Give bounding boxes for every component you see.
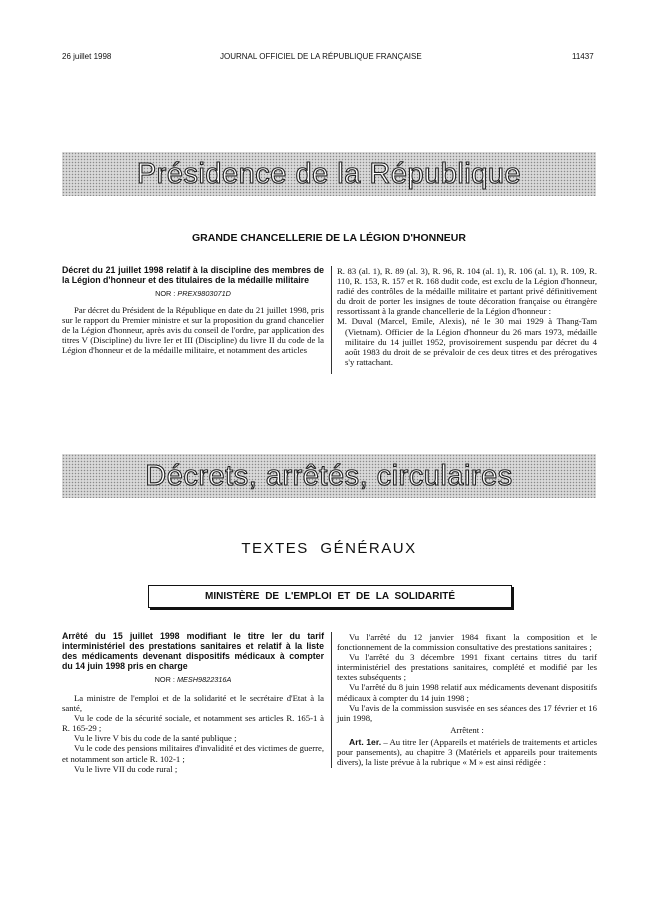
nor-label: NOR : [155,289,176,298]
nor-reference [62,675,324,684]
arrete-left-column [62,631,324,774]
decree-paragraph: Par décret du Président de la République en date du 21 juillet 1998, pris sur le rapport du Premier ministre et sur la proposition du grand chancelier de la Légion d'honneur, après avis du conseil de l'ordre, par application des titres V (Discipline) du livre Ier et III (Discipline) du livre II du code de la Légion d'honneur et de la médaille militaire, et notamment des articles [62,305,324,356]
visa-paragraph: Vu le code de la sécurité sociale, et notamment ses articles R. 165-1 à R. 165-29 ; [62,713,324,734]
decree-paragraph-continued: R. 83 (al. 1), R. 89 (al. 3), R. 96, R. 104 (al. 1), R. 106 (al. 1), R. 109, R. 110, R. 153, R. 157 et R. 168 dudit code, est exclu de la Légion d'honneur, radié des contrôles de la médaille militaire et partant privé définitivement du droit de porter les insignes de toute décoration française ou étrangère ressortissant à la grande chancellerie de la Légion d'honneur : [337,266,597,317]
section-banner-decrets [62,454,596,498]
arrete-right-column [337,632,597,767]
visa-paragraph: Vu le code des pensions militaires d'invalidité et des victimes de guerre, et notamment son article R. 102-1 ; [62,743,325,764]
visa-paragraph: Vu le livre VII du code rural ; [74,763,178,774]
article-1 [337,737,597,767]
decree-title: Décret du 21 juillet 1998 relatif à la discipline des membres de la Légion d'honneur et des titulaires de la médaille militaire [62,265,324,285]
visa-paragraph: Vu l'arrêté du 3 décembre 1991 fixant certains titres du tarif interministériel des prestations sanitaires, complété et modifié par les textes subséquents ; [337,652,597,683]
nor-value: MESH9822316A [176,675,232,684]
header-date: 26 juillet 1998 [62,52,112,61]
nor-value: PREX9803071D [177,289,231,298]
visa-paragraph: Vu l'avis de la commission susvisée en ses séances des 17 février et 16 juin 1998, [337,702,597,723]
nor-label: NOR : [154,675,175,684]
article-text: – Au titre Ier (Appareils et matériels de traitements et articles pour pansements), au chapitre 3 (Matériels et appareils pour traitements divers), la liste prévue à la rubrique « M » est ainsi rédigée : [337,736,597,768]
decree-left-column [62,265,324,355]
visa-paragraph: La ministre de l'emploi et de la solidarité et le secrétaire d'Etat à la santé, [62,693,324,714]
decree-body-left [62,305,324,355]
subtitle-textes-generaux: TEXTES GÉNÉRAUX [241,540,417,557]
header-page-number: 11437 [572,52,594,61]
section-banner-presidence [62,152,596,196]
decree-right-column [337,266,597,367]
visa-paragraph: Vu l'arrêté du 8 juin 1998 relatif aux médicaments devenant dispositifs médicaux à compter du 14 juin 1998 ; [337,682,597,703]
authority-heading: GRANDE CHANCELLERIE DE LA LÉGION D'HONNEUR [192,232,466,244]
header-journal-title: JOURNAL OFFICIEL DE LA RÉPUBLIQUE FRANÇAISE [220,52,422,61]
column-rule [331,632,332,768]
arrete-visas-left [62,693,324,774]
section-banner-text: Décrets, arrêtés, circulaires [145,460,513,492]
visa-paragraph: Vu l'arrêté du 12 janvier 1984 fixant la composition et le fonctionnement de la commission consultative des prestations sanitaires ; [337,632,597,653]
ministry-box: MINISTÈRE DE L'EMPLOI ET DE LA SOLIDARITÉ [148,585,512,608]
arretent-heading: Arrêtent : [450,724,484,735]
column-rule [331,266,332,374]
section-banner-text: Présidence de la République [136,158,522,190]
excluded-person-item: M. Duval (Marcel, Emile, Alexis), né le 30 mai 1929 à Thang-Tam (Vietnam). Officier de la Légion d'honneur du 26 mars 1973, médaille militaire du 14 juillet 1952, provisoirement suspendu par décret du 4 août 1983 du droit de se prévaloir de ces deux titres et des prérogatives s'y rattachant. [337,316,597,367]
article-label: Art. 1er. [349,736,382,747]
nor-reference [62,289,324,298]
arrete-title: Arrêté du 15 juillet 1998 modifiant le titre Ier du tarif interministériel des prestations sanitaires et relatif à la liste des médicaments devenant dispositifs médicaux à compter du 14 juin 1998 pris en charge [62,631,324,671]
visa-paragraph: Vu le livre V bis du code de la santé publique ; [74,733,237,744]
